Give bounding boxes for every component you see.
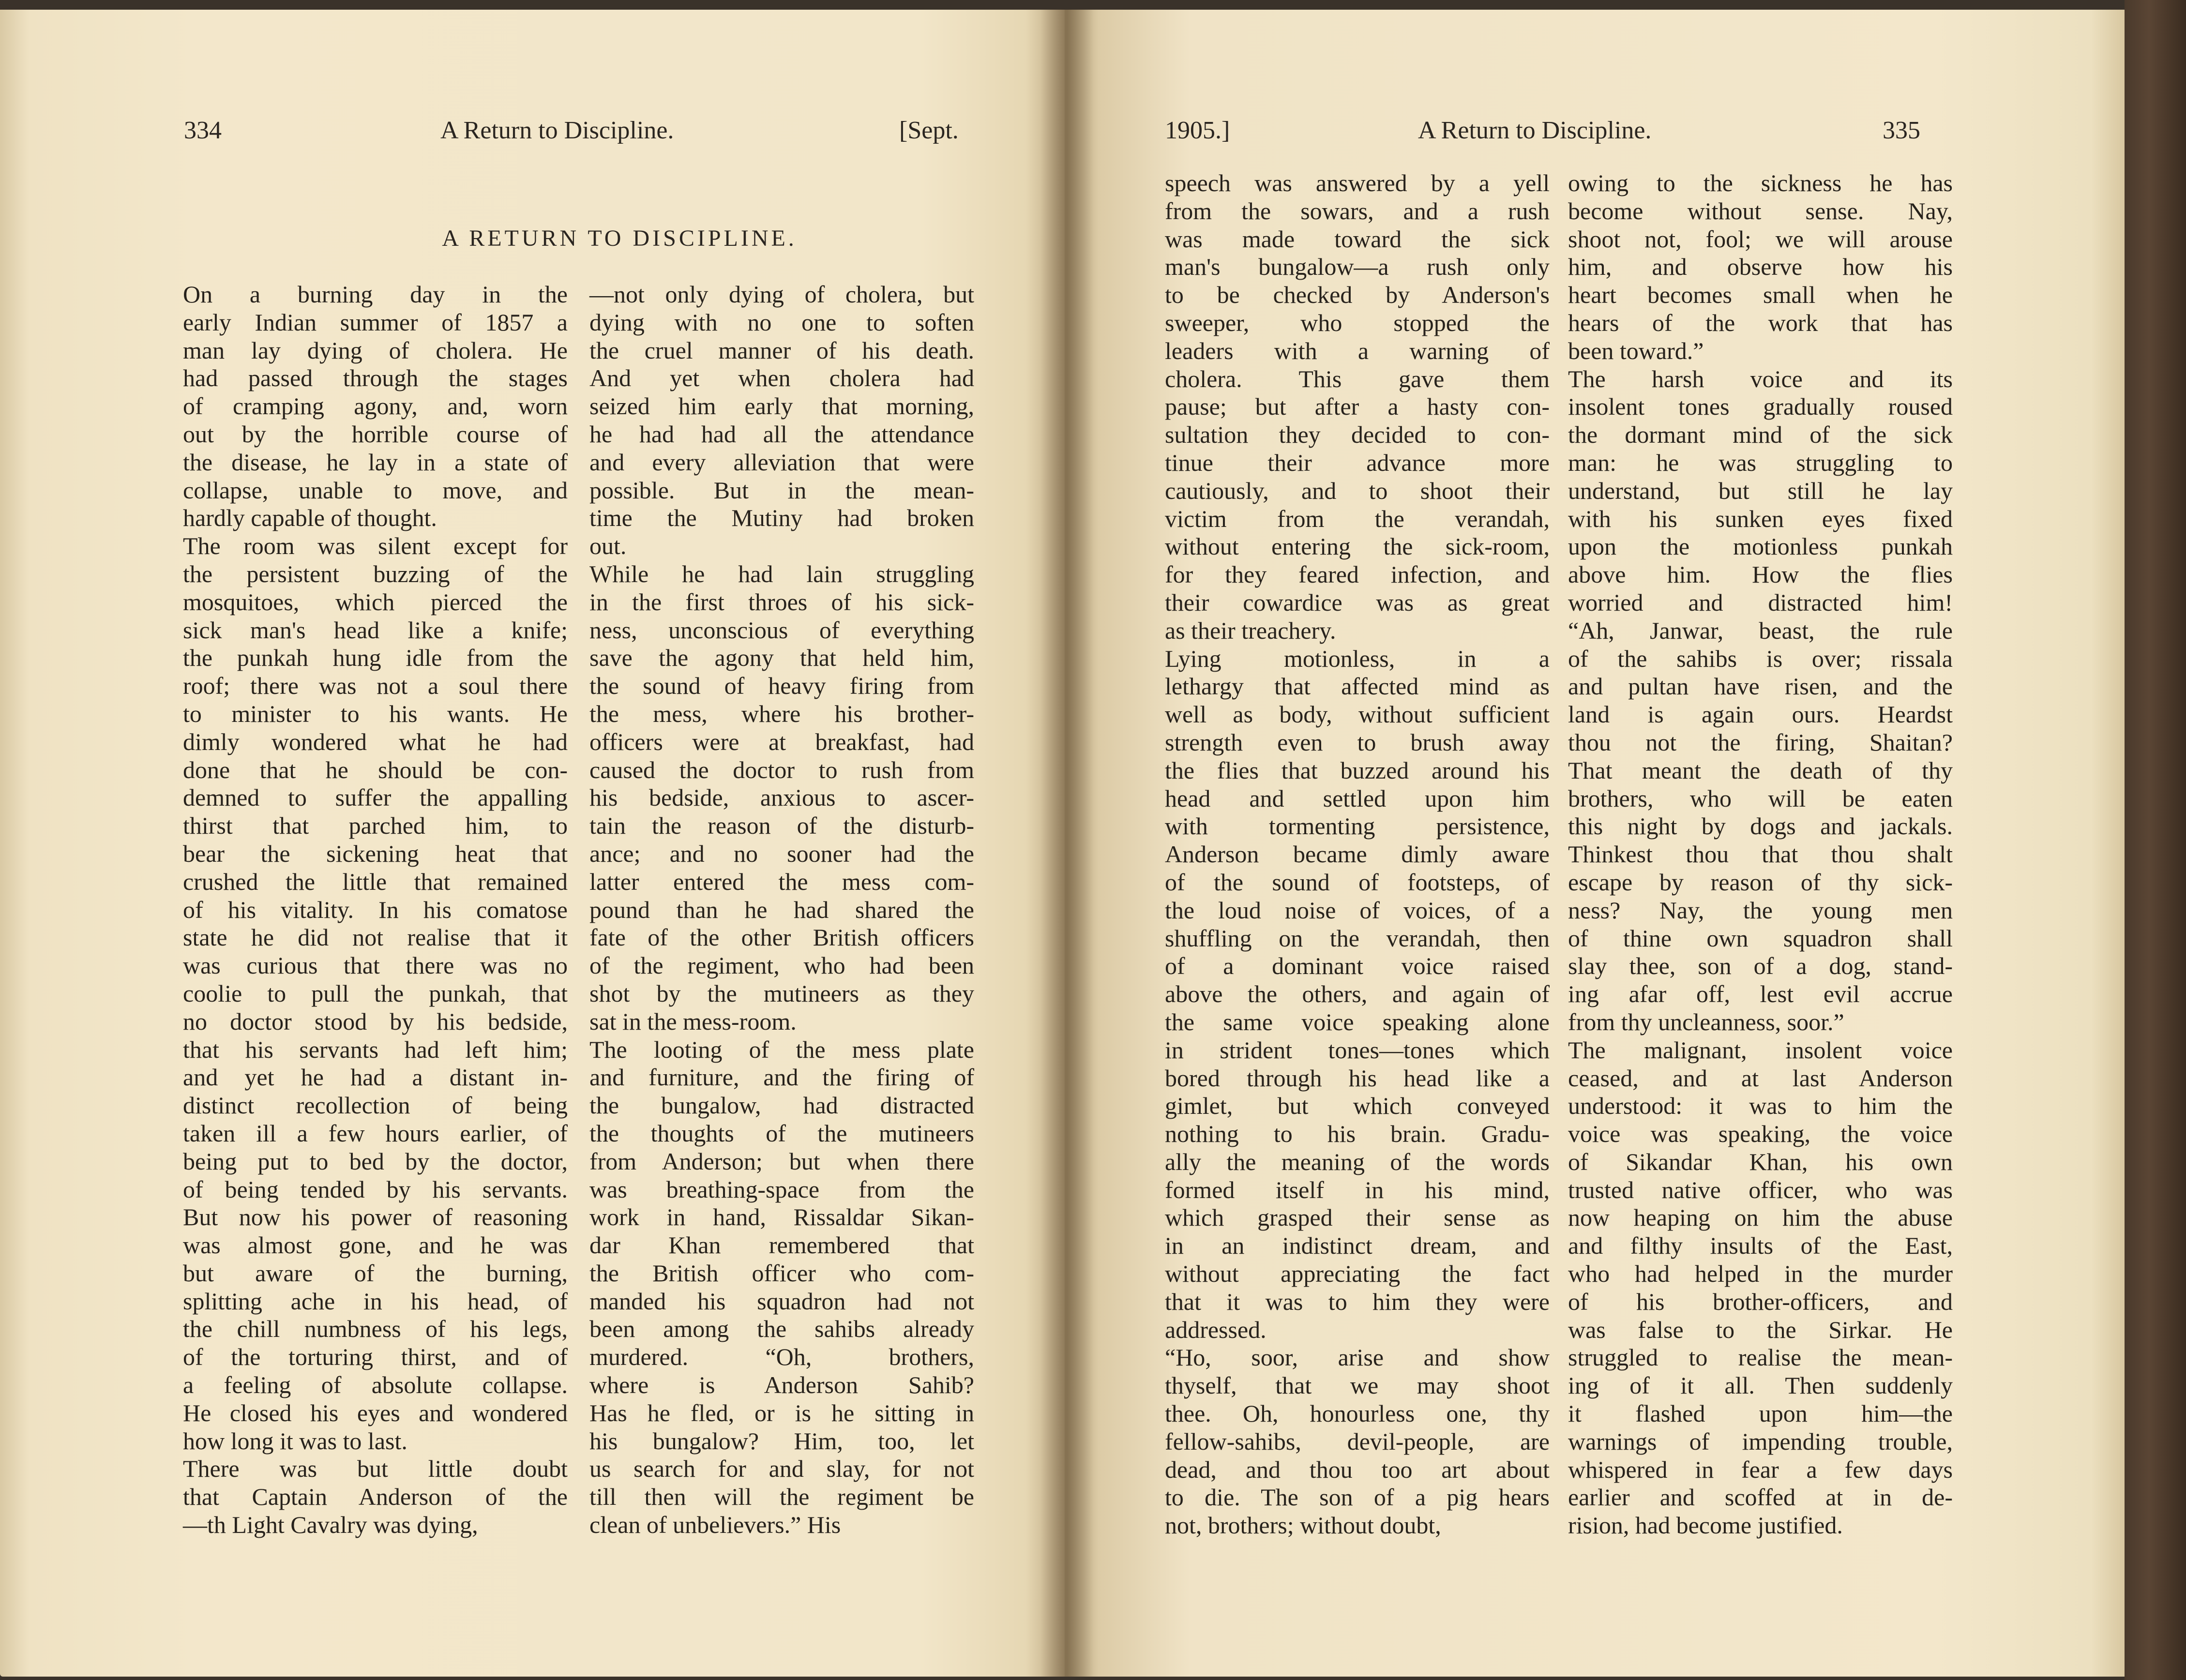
text-line: ness, unconscious of everything — [589, 616, 974, 644]
text-line: dar Khan remembered that — [589, 1231, 974, 1259]
text-line: —th Light Cavalry was dying, — [183, 1511, 478, 1539]
text-line: done that he should be con- — [183, 756, 568, 783]
text-line: slay thee, son of a dog, stand- — [1568, 952, 1953, 980]
text-line: thou not the firing, Shaitan? — [1568, 728, 1953, 756]
left-column-2 — [589, 281, 974, 1539]
text-line: the flies that buzzed around his — [1165, 756, 1550, 784]
text-line: Lying motionless, in a — [1165, 645, 1550, 672]
spine-shadow — [1040, 10, 1094, 1677]
text-line: the bungalow, had distracted — [589, 1092, 974, 1119]
text-line: On a burning day in the — [183, 281, 568, 308]
text-line: owing to the sickness he has — [1568, 169, 1953, 196]
text-line: pound than he had shared the — [589, 896, 974, 923]
text-line: collapse, unable to move, and — [183, 476, 568, 504]
text-line: to be checked by Anderson's — [1165, 281, 1550, 309]
text-line: the loud noise of voices, of a — [1165, 896, 1550, 924]
text-line: of his brother-officers, and — [1568, 1288, 1953, 1315]
text-line: for they feared infection, and — [1165, 561, 1550, 588]
text-line: it flashed upon him—the — [1568, 1400, 1953, 1427]
text-line: caused the doctor to rush from — [589, 756, 974, 783]
text-line: brothers, who will be eaten — [1568, 784, 1953, 812]
text-line: ally the meaning of the words — [1165, 1148, 1550, 1175]
text-line: addressed. — [1165, 1316, 1266, 1343]
text-line: gimlet, but which conveyed — [1165, 1092, 1550, 1120]
text-line: the sound of heavy firing from — [589, 672, 974, 700]
text-line: where is Anderson Sahib? — [589, 1371, 974, 1399]
text-line: time the Mutiny had broken — [589, 504, 974, 532]
text-line: was false to the Sirkar. He — [1568, 1316, 1953, 1343]
text-line: was breathing-space from the — [589, 1175, 974, 1203]
text-line: this night by dogs and jackals. — [1568, 812, 1953, 840]
text-line: thyself, that we may shoot — [1165, 1372, 1550, 1399]
text-line: save the agony that held him, — [589, 644, 974, 672]
right-column-1 — [1165, 169, 1550, 1540]
right-column-2 — [1568, 169, 1953, 1540]
text-line: of the regiment, who had been — [589, 952, 974, 979]
text-line: possible. But in the mean- — [589, 476, 974, 504]
text-line: and furniture, and the firing of — [589, 1064, 974, 1091]
text-line: pause; but after a hasty con- — [1165, 393, 1550, 420]
text-line: being put to bed by the doctor, — [183, 1147, 568, 1175]
text-line: And yet when cholera had — [589, 364, 974, 392]
text-line: in an indistinct dream, and — [1165, 1232, 1550, 1260]
text-line: understood: it was to him the — [1568, 1092, 1953, 1120]
text-line: in the first throes of his sick- — [589, 588, 974, 615]
text-line: of cramping agony, and, worn — [183, 392, 568, 420]
right-running-date: 1905.] — [1165, 117, 1230, 144]
text-line: of thine own squadron shall — [1568, 924, 1953, 952]
text-line: their cowardice was as great — [1165, 588, 1550, 616]
text-line: earlier and scoffed at in de- — [1568, 1484, 1953, 1511]
article-title: A RETURN TO DISCIPLINE. — [442, 225, 797, 251]
text-line: us search for and slay, for not — [589, 1455, 974, 1483]
text-line: to minister to his wants. He — [183, 700, 568, 727]
text-line: which grasped their sense as — [1165, 1204, 1550, 1231]
text-line: his bungalow? Him, too, let — [589, 1427, 974, 1455]
text-line: was curious that there was no — [183, 952, 568, 979]
text-line: well as body, without sufficient — [1165, 701, 1550, 728]
text-line: that Captain Anderson of the — [183, 1483, 568, 1511]
left-running-date: [Sept. — [899, 117, 959, 144]
text-line: of a dominant voice raised — [1165, 952, 1550, 980]
text-line: shot by the mutineers as they — [589, 979, 974, 1007]
text-line: and yet he had a distant in- — [183, 1064, 568, 1091]
text-line: his bedside, anxious to ascer- — [589, 784, 974, 811]
text-line: in strident tones—tones which — [1165, 1036, 1550, 1064]
text-line: how long it was to last. — [183, 1427, 407, 1455]
text-line: had passed through the stages — [183, 364, 568, 392]
text-line: manded his squadron had not — [589, 1287, 974, 1315]
text-line: was almost gone, and he was — [183, 1231, 568, 1259]
text-line: of the sahibs is over; rissala — [1568, 645, 1953, 672]
text-line: man lay dying of cholera. He — [183, 336, 568, 364]
text-line: the chill numbness of his legs, — [183, 1315, 568, 1343]
text-line: tain the reason of the disturb- — [589, 812, 974, 840]
text-line: ceased, and at last Anderson — [1568, 1064, 1953, 1092]
text-line: taken ill a few hours earlier, of — [183, 1119, 568, 1147]
text-line: without entering the sick-room, — [1165, 533, 1550, 560]
text-line: sick man's head like a knife; — [183, 616, 568, 644]
text-line: There was but little doubt — [183, 1455, 568, 1483]
text-line: thirst that parched him, to — [183, 812, 568, 840]
text-line: seized him early that morning, — [589, 392, 974, 420]
text-line: formed itself in his mind, — [1165, 1176, 1550, 1203]
text-line: latter entered the mess com- — [589, 868, 974, 895]
text-line: sultation they decided to con- — [1165, 421, 1550, 449]
text-line: bored through his head like a — [1165, 1064, 1550, 1092]
text-line: hears of the work that has — [1568, 309, 1953, 336]
text-line: tinue their advance more — [1165, 449, 1550, 476]
text-line: cautiously, and to shoot their — [1165, 477, 1550, 504]
right-running-title: A Return to Discipline. — [1418, 117, 1652, 144]
text-line: heart becomes small when he — [1568, 281, 1953, 309]
text-line: above the others, and again of — [1165, 980, 1550, 1008]
text-line: above him. How the flies — [1568, 561, 1953, 588]
text-line: man's bungalow—a rush only — [1165, 253, 1550, 281]
text-line: shoot not, fool; we will arouse — [1568, 225, 1953, 253]
text-line: the cruel manner of his death. — [589, 336, 974, 364]
text-line: officers were at breakfast, had — [589, 728, 974, 755]
book-cover-edge — [2125, 0, 2186, 1680]
text-line: he had had all the attendance — [589, 420, 974, 448]
text-line: fellow-sahibs, devil-people, are — [1165, 1427, 1550, 1455]
text-line: voice was speaking, the voice — [1568, 1120, 1953, 1148]
text-line: become without sense. Nay, — [1568, 197, 1953, 225]
text-line: whispered in fear a few days — [1568, 1455, 1953, 1483]
text-line: splitting ache in his head, of — [183, 1287, 568, 1315]
text-line: state he did not realise that it — [183, 924, 568, 951]
text-line: from Anderson; but when there — [589, 1147, 974, 1175]
text-line: to die. The son of a pig hears — [1165, 1484, 1550, 1511]
text-line: Anderson became dimly aware — [1165, 840, 1550, 868]
text-line: but aware of the burning, — [183, 1259, 568, 1287]
text-line: crushed the little that remained — [183, 868, 568, 895]
text-line: That meant the death of thy — [1568, 756, 1953, 784]
text-line: Thinkest thou that thou shalt — [1568, 840, 1953, 868]
text-line: The looting of the mess plate — [589, 1035, 974, 1063]
text-line: upon the motionless punkah — [1568, 533, 1953, 560]
text-line: “Ah, Janwar, beast, the rule — [1568, 616, 1953, 644]
right-page — [1065, 10, 2125, 1677]
text-line: of the torturing thirst, and of — [183, 1343, 568, 1371]
text-line: and filthy insults of the East, — [1568, 1232, 1953, 1260]
text-line: victim from the verandah, — [1165, 505, 1550, 532]
text-line: and every alleviation that were — [589, 448, 974, 476]
text-line: He closed his eyes and wondered — [183, 1399, 568, 1426]
text-line: not, brothers; without doubt, — [1165, 1512, 1441, 1539]
text-line: the disease, he lay in a state of — [183, 448, 568, 476]
text-line: murdered. “Oh, brothers, — [589, 1343, 974, 1371]
text-line: of Sikandar Khan, his own — [1568, 1148, 1953, 1175]
text-line: as their treachery. — [1165, 616, 1336, 644]
text-line: ing of it all. Then suddenly — [1568, 1372, 1953, 1399]
text-line: the British officer who com- — [589, 1259, 974, 1287]
text-line: clean of unbelievers.” His — [589, 1511, 841, 1539]
text-line: sat in the mess-room. — [589, 1007, 797, 1035]
text-line: work in hand, Rissaldar Sikan- — [589, 1203, 974, 1231]
text-line: the persistent buzzing of the — [183, 560, 568, 587]
text-line: ing afar off, lest evil accrue — [1568, 980, 1953, 1008]
text-line: from thy uncleanness, soor.” — [1568, 1008, 1844, 1035]
text-line: ness? Nay, the young men — [1568, 896, 1953, 924]
text-line: now heaping on him the abuse — [1568, 1204, 1953, 1231]
right-page-number: 335 — [1883, 117, 1920, 144]
text-line: was made toward the sick — [1165, 225, 1550, 253]
text-line: dead, and thou too art about — [1165, 1455, 1550, 1483]
text-line: roof; there was not a soul there — [183, 672, 568, 700]
text-line: who had helped in the murder — [1568, 1260, 1953, 1288]
text-line: escape by reason of thy sick- — [1568, 868, 1953, 896]
text-line: coolie to pull the punkah, that — [183, 979, 568, 1007]
text-line: speech was answered by a yell — [1165, 169, 1550, 196]
text-line: been among the sahibs already — [589, 1315, 974, 1343]
text-line: the punkah hung idle from the — [183, 644, 568, 672]
text-line: him, and observe how his — [1568, 253, 1953, 281]
text-line: hardly capable of thought. — [183, 504, 437, 532]
text-line: warnings of impending trouble, — [1568, 1427, 1953, 1455]
text-line: The harsh voice and its — [1568, 365, 1953, 392]
text-line: of his vitality. In his comatose — [183, 896, 568, 923]
text-line: head and settled upon him — [1165, 784, 1550, 812]
text-line: cholera. This gave them — [1165, 365, 1550, 392]
text-line: the thoughts of the mutineers — [589, 1119, 974, 1147]
text-line: insolent tones gradually roused — [1568, 393, 1953, 420]
text-line: —not only dying of cholera, but — [589, 281, 974, 308]
text-line: till then will the regiment be — [589, 1483, 974, 1511]
text-line: trusted native officer, who was — [1568, 1176, 1953, 1203]
text-line: from the sowars, and a rush — [1165, 197, 1550, 225]
text-line: thee. Oh, honourless one, thy — [1165, 1400, 1550, 1427]
left-column-1 — [183, 281, 568, 1539]
text-line: ance; and no sooner had the — [589, 840, 974, 867]
text-line: demned to suffer the appalling — [183, 784, 568, 811]
text-line: the same voice speaking alone — [1165, 1008, 1550, 1035]
text-line: leaders with a warning of — [1165, 337, 1550, 364]
text-line: nothing to his brain. Gradu- — [1165, 1120, 1550, 1148]
text-line: The malignant, insolent voice — [1568, 1036, 1953, 1064]
text-line: of the sound of footsteps, of — [1165, 868, 1550, 896]
text-line: that his servants had left him; — [183, 1035, 568, 1063]
left-page-number: 334 — [184, 117, 222, 144]
text-line: no doctor stood by his bedside, — [183, 1007, 568, 1035]
text-line: the dormant mind of the sick — [1568, 421, 1953, 449]
text-line: “Ho, soor, arise and show — [1165, 1344, 1550, 1371]
left-running-title: A Return to Discipline. — [440, 117, 674, 144]
text-line: of being tended by his servants. — [183, 1175, 568, 1203]
text-line: and pultan have risen, and the — [1568, 673, 1953, 700]
text-line: with his sunken eyes fixed — [1568, 505, 1953, 532]
text-line: While he had lain struggling — [589, 560, 974, 587]
text-line: dimly wondered what he had — [183, 728, 568, 755]
text-line: shuffling on the verandah, then — [1165, 924, 1550, 952]
text-line: worried and distracted him! — [1568, 588, 1953, 616]
text-line: sweeper, who stopped the — [1165, 309, 1550, 336]
text-line: been toward.” — [1568, 337, 1704, 364]
text-line: without appreciating the fact — [1165, 1260, 1550, 1288]
text-line: dying with no one to soften — [589, 308, 974, 336]
text-line: struggled to realise the mean- — [1568, 1344, 1953, 1371]
text-line: out. — [589, 532, 627, 560]
text-line: that it was to him they were — [1165, 1288, 1550, 1315]
text-line: early Indian summer of 1857 a — [183, 308, 568, 336]
text-line: understand, but still he lay — [1568, 477, 1953, 504]
text-line: man: he was struggling to — [1568, 449, 1953, 476]
text-line: out by the horrible course of — [183, 420, 568, 448]
text-line: distinct recollection of being — [183, 1092, 568, 1119]
text-line: rision, had become justified. — [1568, 1512, 1843, 1539]
text-line: The room was silent except for — [183, 532, 568, 560]
left-page — [0, 10, 1065, 1677]
text-line: lethargy that affected mind as — [1165, 673, 1550, 700]
text-line: strength even to brush away — [1165, 728, 1550, 756]
text-line: land is again ours. Heardst — [1568, 701, 1953, 728]
text-line: bear the sickening heat that — [183, 840, 568, 867]
text-line: a feeling of absolute collapse. — [183, 1371, 568, 1399]
text-line: But now his power of reasoning — [183, 1203, 568, 1231]
text-line: Has he fled, or is he sitting in — [589, 1399, 974, 1426]
text-line: the mess, where his brother- — [589, 700, 974, 727]
text-line: with tormenting persistence, — [1165, 812, 1550, 840]
text-line: fate of the other British officers — [589, 924, 974, 951]
text-line: mosquitoes, which pierced the — [183, 588, 568, 615]
